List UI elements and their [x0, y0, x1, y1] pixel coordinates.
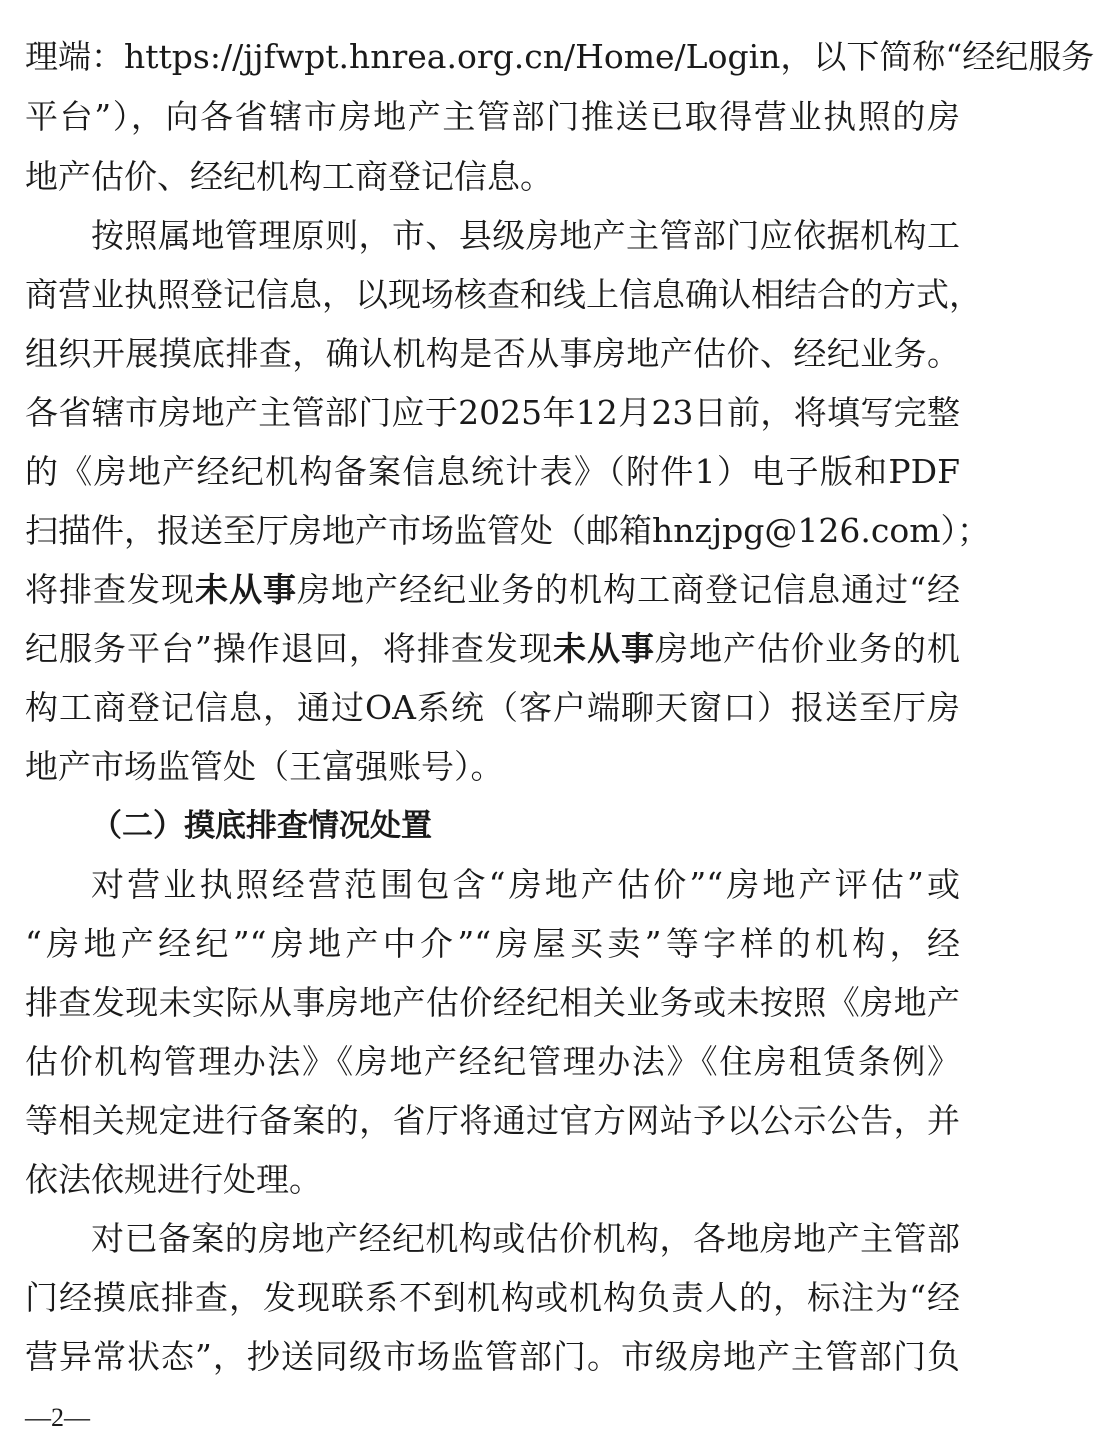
text-line: 组织开展摸底排查，确认机构是否从事房地产估价、经纪业务。	[25, 334, 960, 373]
text-line-emphasis	[25, 561, 960, 619]
text-line: 扫描件，报送至厅房地产市场监管处（邮箱hnzjpg@126.com）；	[25, 511, 990, 550]
text-line: “房地产经纪”“房地产中介”“房屋买卖”等字样的机构，经	[25, 924, 960, 963]
text-segment: 房地产经纪业务的机构工商登记信息通过“经	[297, 570, 961, 609]
paragraph-start: 按照属地管理原则，市、县级房地产主管部门应依据机构工	[91, 216, 960, 255]
text-line: 平台”），向各省辖市房地产主管部门推送已取得营业执照的房	[25, 97, 960, 136]
page-number: —2—	[25, 1403, 90, 1432]
text-segment: 将排查发现	[25, 570, 196, 609]
text-line: 各省辖市房地产主管部门应于2025年12月23日前，将填写完整	[25, 393, 960, 432]
text-segment: 纪服务平台”操作退回，将排查发现	[25, 629, 553, 668]
text-line: 门经摸底排查，发现联系不到机构或机构负责人的，标注为“经	[25, 1278, 960, 1317]
bold-emphasis: 未从事	[195, 570, 298, 609]
text-line: 构工商登记信息，通过OA系统（客户端聊天窗口）报送至厅房	[25, 688, 960, 727]
text-line: 地产市场监管处（王富强账号）。	[25, 747, 504, 786]
text-segment: 房地产估价业务的机	[654, 629, 961, 668]
text-line: 排查发现未实际从事房地产估价经纪相关业务或未按照《房地产	[25, 983, 960, 1022]
text-line: 等相关规定进行备案的，省厅将通过官方网站予以公示公告，并	[25, 1101, 960, 1140]
paragraph-start: 对已备案的房地产经纪机构或估价机构，各地房地产主管部	[91, 1219, 960, 1258]
section-heading: （二）摸底排查情况处置	[91, 808, 432, 844]
text-line: 营异常状态”，抄送同级市场监管部门。市级房地产主管部门负	[25, 1337, 960, 1376]
text-line: 地产估价、经纪机构工商登记信息。	[25, 157, 553, 196]
paragraph-start: 对营业执照经营范围包含“房地产估价”“房地产评估”或	[91, 865, 960, 904]
text-line: 依法依规进行处理。	[25, 1160, 322, 1199]
text-line: 的《房地产经纪机构备案信息统计表》（附件1）电子版和PDF	[25, 452, 960, 491]
bold-emphasis: 未从事	[552, 629, 655, 668]
text-line: 估价机构管理办法》《房地产经纪管理办法》《住房租赁条例》	[25, 1042, 960, 1081]
text-line: 商营业执照登记信息，以现场核查和线上信息确认相结合的方式，	[25, 275, 982, 314]
text-line: 理端：https://jjfwpt.hnrea.org.cn/Home/Login，以下简称“经纪服务	[25, 37, 1094, 76]
text-line-emphasis	[25, 620, 960, 678]
